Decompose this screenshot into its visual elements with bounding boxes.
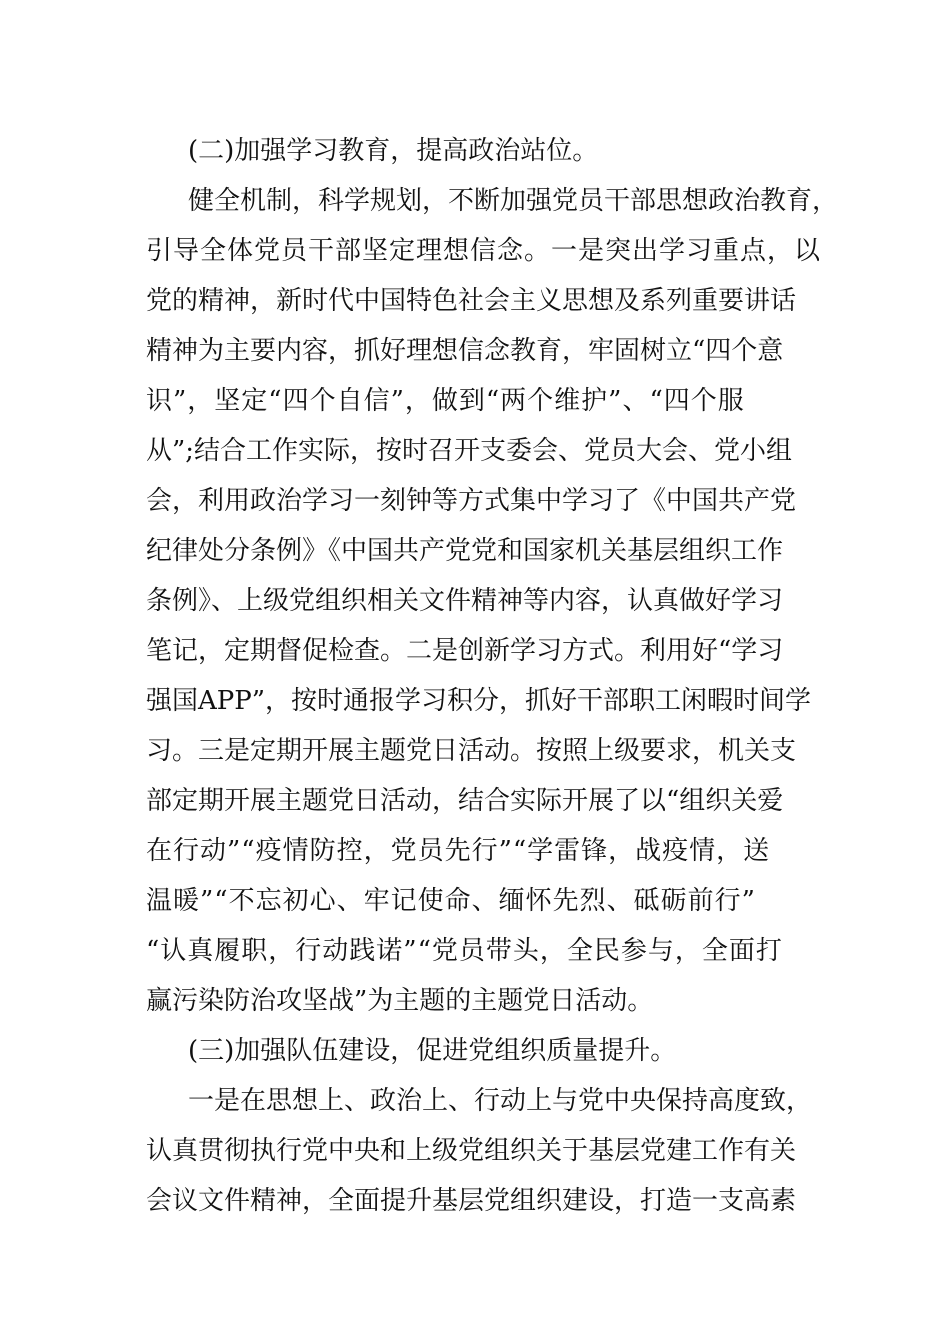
paragraph-line: 强国APP”，按时通报学习积分，抓好干部职工闲暇时间学 [146, 686, 812, 716]
paragraph-line: “认真履职，行动践诺”“党员带头，全民参与，全面打 [146, 936, 783, 966]
paragraph-line: 在行动”“疫情防控，党员先行”“学雷锋，战疫情，送 [146, 836, 771, 866]
paragraph-line: 识”，坚定“四个自信”，做到“两个维护”、“四个服 [146, 386, 745, 416]
paragraph-line: 条例》、上级党组织相关文件精神等内容，认真做好学习 [146, 586, 784, 616]
section-heading-2: (二)加强学习教育，提高政治站位。 [188, 136, 599, 166]
paragraph-line: 会，利用政治学习一刻钟等方式集中学习了《中国共产党 [146, 486, 797, 516]
paragraph-line: 部定期开展主题党日活动，结合实际开展了以“组织关爱 [146, 786, 784, 816]
paragraph-line: 赢污染防治攻坚战”为主题的主题党日活动。 [146, 986, 654, 1016]
paragraph-line: 引导全体党员干部坚定理想信念。一是突出学习重点，以 [146, 236, 822, 266]
paragraph-line: 笔记，定期督促检查。二是创新学习方式。利用好“学习 [146, 636, 784, 666]
paragraph-line: 一是在思想上、政治上、行动上与党中央保持高度致， [188, 1086, 813, 1116]
paragraph-line: 纪律处分条例》《中国共产党党和国家机关基层组织工作 [146, 536, 784, 566]
paragraph-line: 精神为主要内容，抓好理想信念教育，牢固树立“四个意 [146, 336, 784, 366]
paragraph-line: 认真贯彻执行党中央和上级党组织关于基层党建工作有关 [146, 1136, 797, 1166]
paragraph-line: 温暖”“不忘初心、牢记使命、缅怀先烈、砥砺前行” [146, 886, 756, 916]
paragraph-line: 从”;结合工作实际，按时召开支委会、党员大会、党小组 [146, 436, 793, 466]
paragraph-line: 健全机制，科学规划，不断加强党员干部思想政治教育， [188, 186, 839, 216]
paragraph-line: 党的精神，新时代中国特色社会主义思想及系列重要讲话 [146, 286, 797, 316]
section-heading-3: (三)加强队伍建设，促进党组织质量提升。 [188, 1036, 677, 1066]
paragraph-line: 会议文件精神，全面提升基层党组织建设，打造一支高素 [146, 1186, 797, 1216]
paragraph-line: 习。三是定期开展主题党日活动。按照上级要求，机关支 [146, 736, 797, 766]
